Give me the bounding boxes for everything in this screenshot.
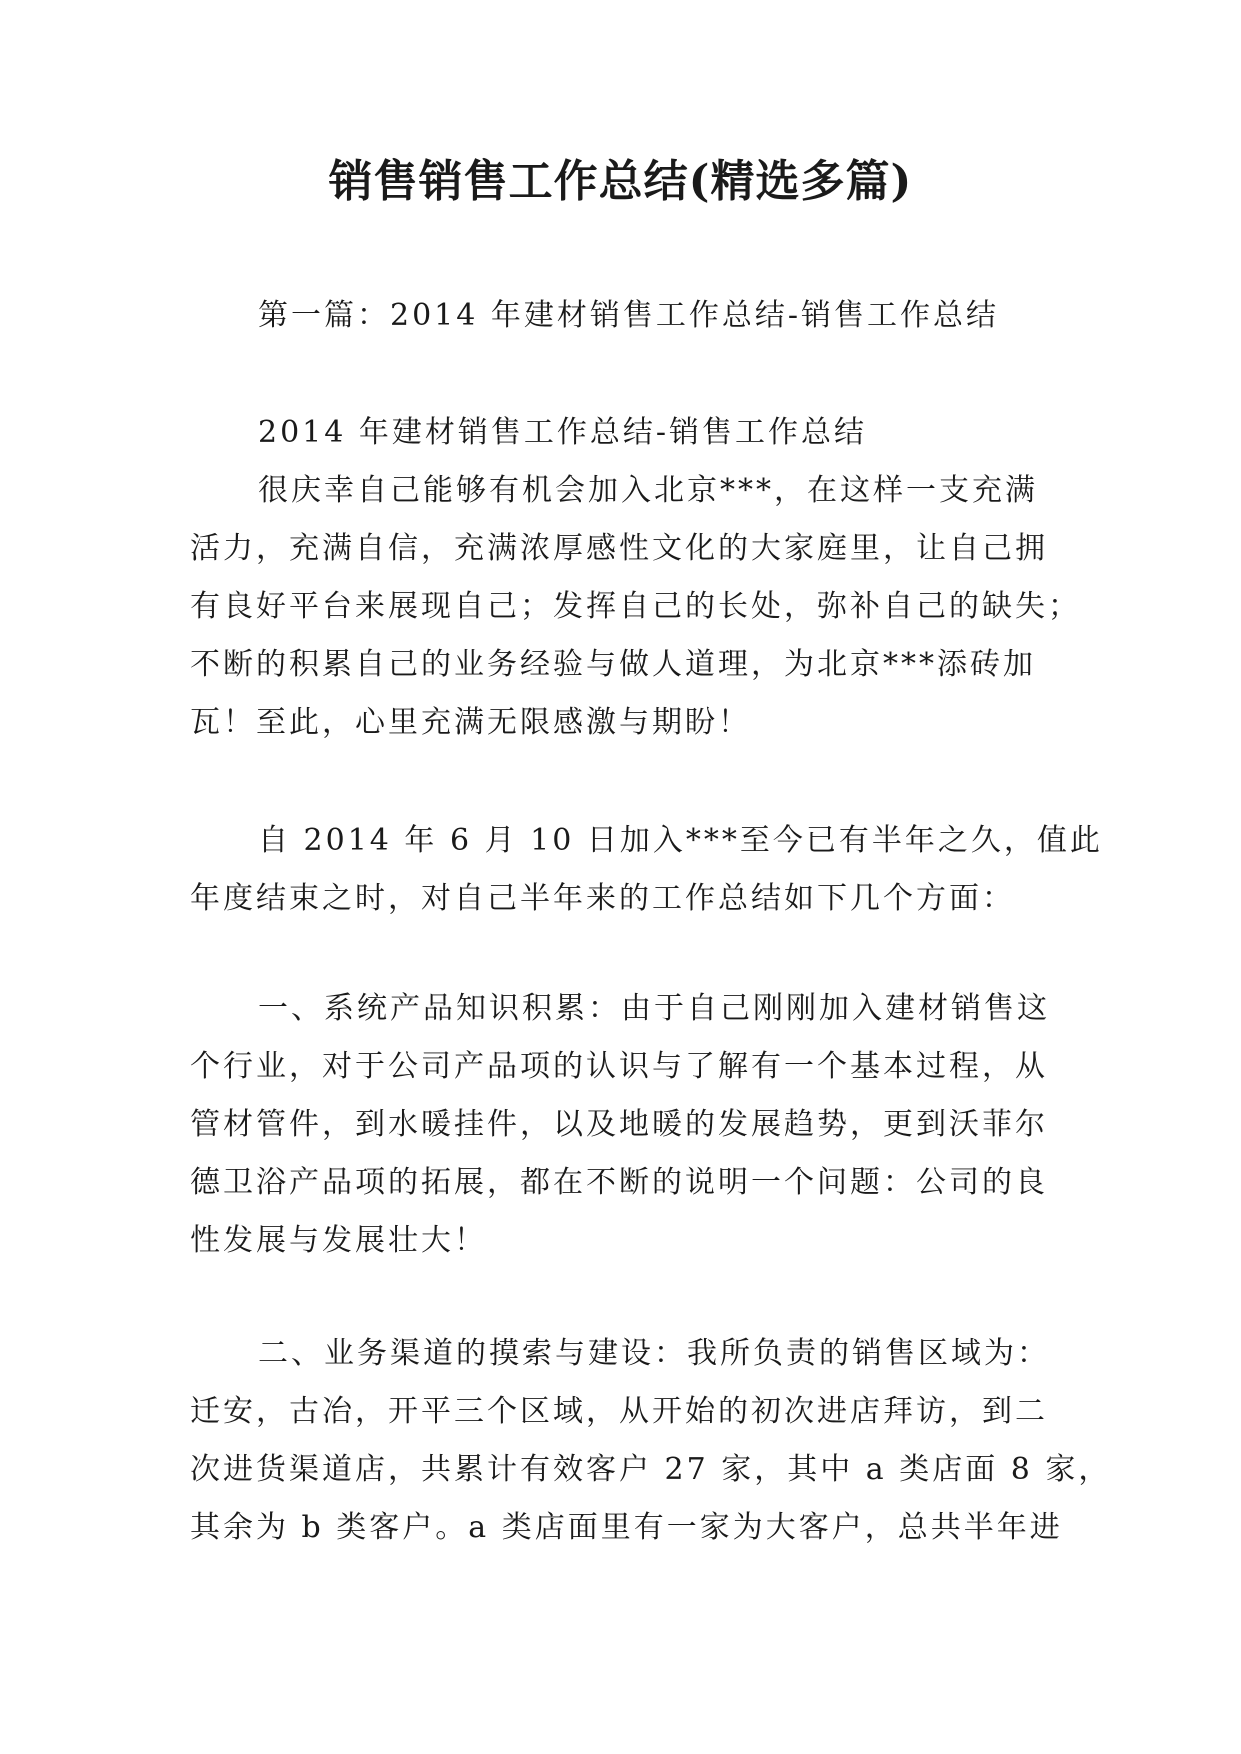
paragraph-line: 迁安，古冶，开平三个区域，从开始的初次进店拜访，到二 (190, 1394, 1048, 1429)
paragraph-line: 性发展与发展壮大！ (190, 1223, 487, 1258)
paragraph-product-knowledge (190, 980, 1050, 1270)
paragraph-line: 很庆幸自己能够有机会加入北京***，在这样一支充满 (258, 473, 1038, 508)
section-heading: 第一篇：2014 年建材销售工作总结-销售工作总结 (258, 298, 1000, 333)
paragraph-line: 次进货渠道店，共累计有效客户 27 家，其中 a 类店面 8 家， (190, 1452, 1112, 1487)
document-title: 销售销售工作总结(精选多篇) (328, 156, 913, 207)
paragraph-line: 德卫浴产品项的拓展，都在不断的说明一个问题：公司的良 (190, 1165, 1048, 1200)
paragraph-line: 不断的积累自己的业务经验与做人道理，为北京***添砖加 (190, 647, 1036, 682)
paragraph-line: 其余为 b 类客户。a 类店面里有一家为大客户，总共半年进 (190, 1510, 1063, 1545)
paragraph-line: 活力，充满自信，充满浓厚感性文化的大家庭里，让自己拥 (190, 531, 1048, 566)
paragraph-line: 管材管件，到水暖挂件，以及地暖的发展趋势，更到沃菲尔 (190, 1107, 1048, 1142)
paragraph-line: 2014 年建材销售工作总结-销售工作总结 (258, 415, 868, 450)
paragraph-intro (190, 404, 1081, 752)
paragraph-line: 二、业务渠道的摸索与建设：我所负责的销售区域为： (258, 1336, 1050, 1371)
paragraph-line: 年度结束之时，对自己半年来的工作总结如下几个方面： (190, 881, 1015, 916)
paragraph-line: 一、系统产品知识积累：由于自己刚刚加入建材销售这 (258, 991, 1050, 1026)
paragraph-joined (190, 812, 1103, 928)
paragraph-line: 瓦！至此，心里充满无限感激与期盼！ (190, 705, 751, 740)
paragraph-channels (190, 1325, 1112, 1557)
paragraph-line: 自 2014 年 6 月 10 日加入***至今已有半年之久，值此 (258, 823, 1103, 858)
paragraph-line: 有良好平台来展现自己；发挥自己的长处，弥补自己的缺失； (190, 589, 1081, 624)
paragraph-line: 个行业，对于公司产品项的认识与了解有一个基本过程，从 (190, 1049, 1048, 1084)
